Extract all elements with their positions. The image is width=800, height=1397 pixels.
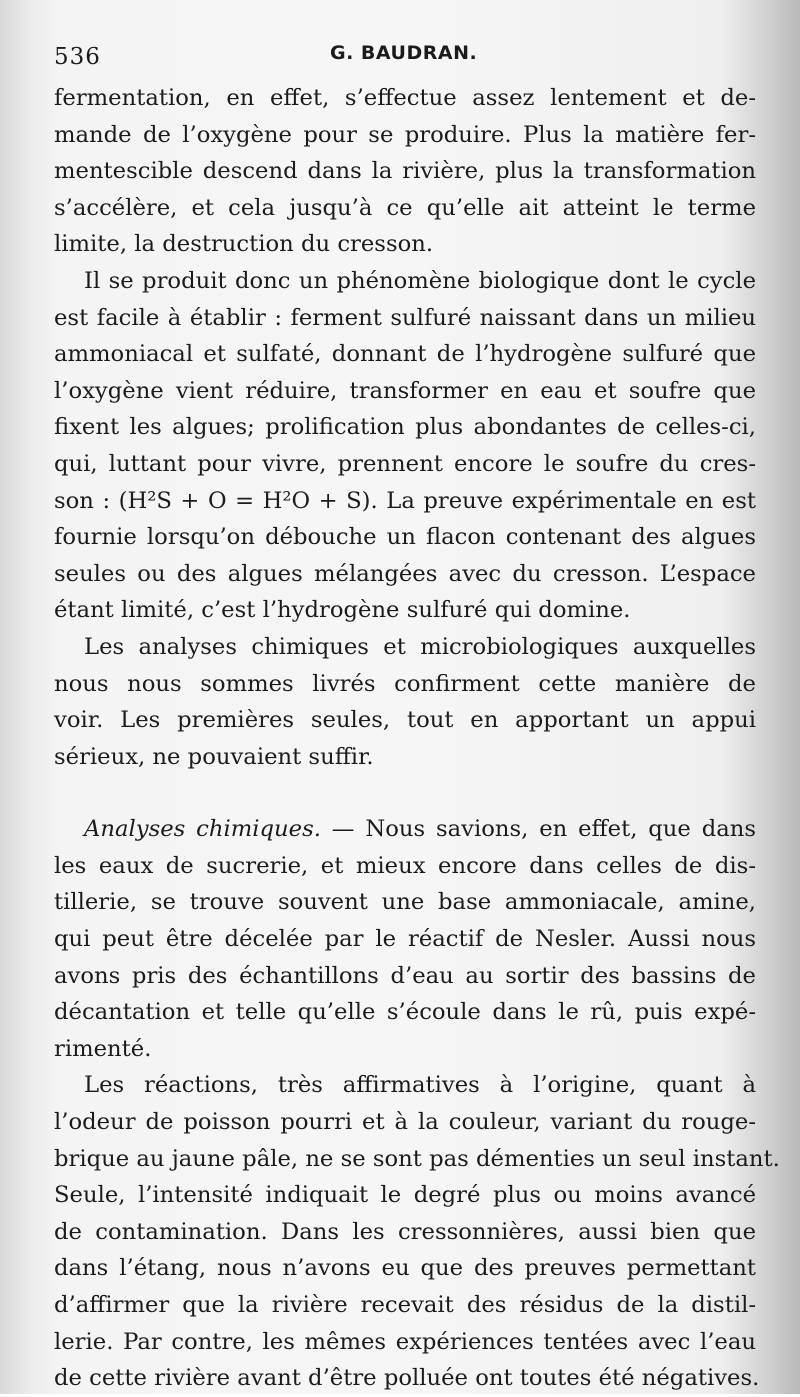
text-line: Seule, l’intensité indiquait le degré plus ou moins avancé <box>54 1182 756 1209</box>
text-line: qui, luttant pour vivre, prennent encore le soufre du cres- <box>54 450 756 477</box>
text-line: mande de l’oxygène pour se produire. Plus la matière fer- <box>54 121 756 148</box>
text-line: lerie. Par contre, les mêmes expériences tentées avec l’eau <box>54 1328 756 1355</box>
text-line: voir. Les premières seules, tout en apportant un appui <box>54 707 756 734</box>
text-line: son : (H²S + O = H²O + S). La preuve expérimentale en est <box>54 487 756 514</box>
text-line: dans l’étang, nous n’avons eu que des preuves permettant <box>54 1255 756 1282</box>
text-line: ammoniacal et sulfaté, donnant de l’hydrogène sulfuré que <box>54 341 756 368</box>
section-lead-italic: Analyses chimiques. <box>84 816 321 843</box>
text-line: les eaux de sucrerie, et mieux encore dans celles de dis- <box>54 852 756 879</box>
text-line: décantation et telle qu’elle s’écoule dans le rû, puis expé- <box>54 999 756 1026</box>
text-line <box>54 811 756 848</box>
text-line: rimenté. <box>54 1035 152 1062</box>
text-line: avons pris des échantillons d’eau au sortir des bassins de <box>54 962 756 989</box>
paragraph-4 <box>54 811 756 1067</box>
text-line: de cette rivière avant d’être polluée ont toutes été négatives. <box>54 1365 760 1392</box>
text-line: Il se produit donc un phénomène biologique dont le cycle <box>84 267 756 294</box>
text-line: Les réactions, très affirmatives à l’origine, quant à <box>84 1072 756 1099</box>
text-line: d’affirmer que la rivière recevait des résidus de la distil- <box>54 1292 756 1318</box>
text-line: l’oxygène vient réduire, transformer en eau et soufre que <box>54 377 756 404</box>
text-line: brique au jaune pâle, ne se sont pas démenties un seul instant. <box>54 1145 780 1172</box>
text-line: limite, la destruction du cresson. <box>54 231 434 258</box>
text-line: fixent les algues; prolification plus abondantes de celles-ci, <box>54 414 756 441</box>
text-line: sérieux, ne pouvaient suffir. <box>54 743 374 770</box>
page-number: 536 <box>54 44 101 70</box>
text-line: s’accélère, et cela jusqu’à ce qu’elle ait atteint le terme <box>54 194 756 221</box>
text-line: est facile à établir : ferment sulfuré naissant dans un milieu <box>54 304 756 331</box>
text-line: l’odeur de poisson pourri et à la couleur, variant du rouge- <box>54 1109 756 1136</box>
text-line: tillerie, se trouve souvent une base ammoniacale, amine, <box>54 889 756 916</box>
paragraph-3 <box>54 629 756 775</box>
text-line: de contamination. Dans les cressonnières, aussi bien que <box>54 1218 756 1245</box>
text-line: qui peut être décelée par le réactif de Nesler. Aussi nous <box>54 926 756 953</box>
paragraph-gap <box>54 775 756 811</box>
text-line: fournie lorsqu’on débouche un flacon contenant des algues <box>54 524 756 551</box>
text-line: nous nous sommes livrés confirment cette manière de <box>54 670 756 697</box>
page-header <box>54 42 754 82</box>
paragraph-2 <box>54 263 756 629</box>
paragraph-1 <box>54 80 756 263</box>
text-line: mentescible descend dans la rivière, plus la transformation <box>54 158 756 185</box>
running-head: G. BAUDRAN. <box>330 42 478 64</box>
text-fragment: — Nous savions, en effet, que dans <box>320 816 756 843</box>
text-line: seules ou des algues mélangées avec du cresson. L’espace <box>54 560 756 587</box>
body-text <box>54 80 780 1397</box>
paragraph-5 <box>54 1067 780 1396</box>
text-line: fermentation, en effet, s’effectue assez lentement et de- <box>54 85 756 111</box>
text-line: Les analyses chimiques et microbiologiques auxquelles <box>84 633 756 660</box>
text-line: étant limité, c’est l’hydrogène sulfuré qui domine. <box>54 597 631 624</box>
